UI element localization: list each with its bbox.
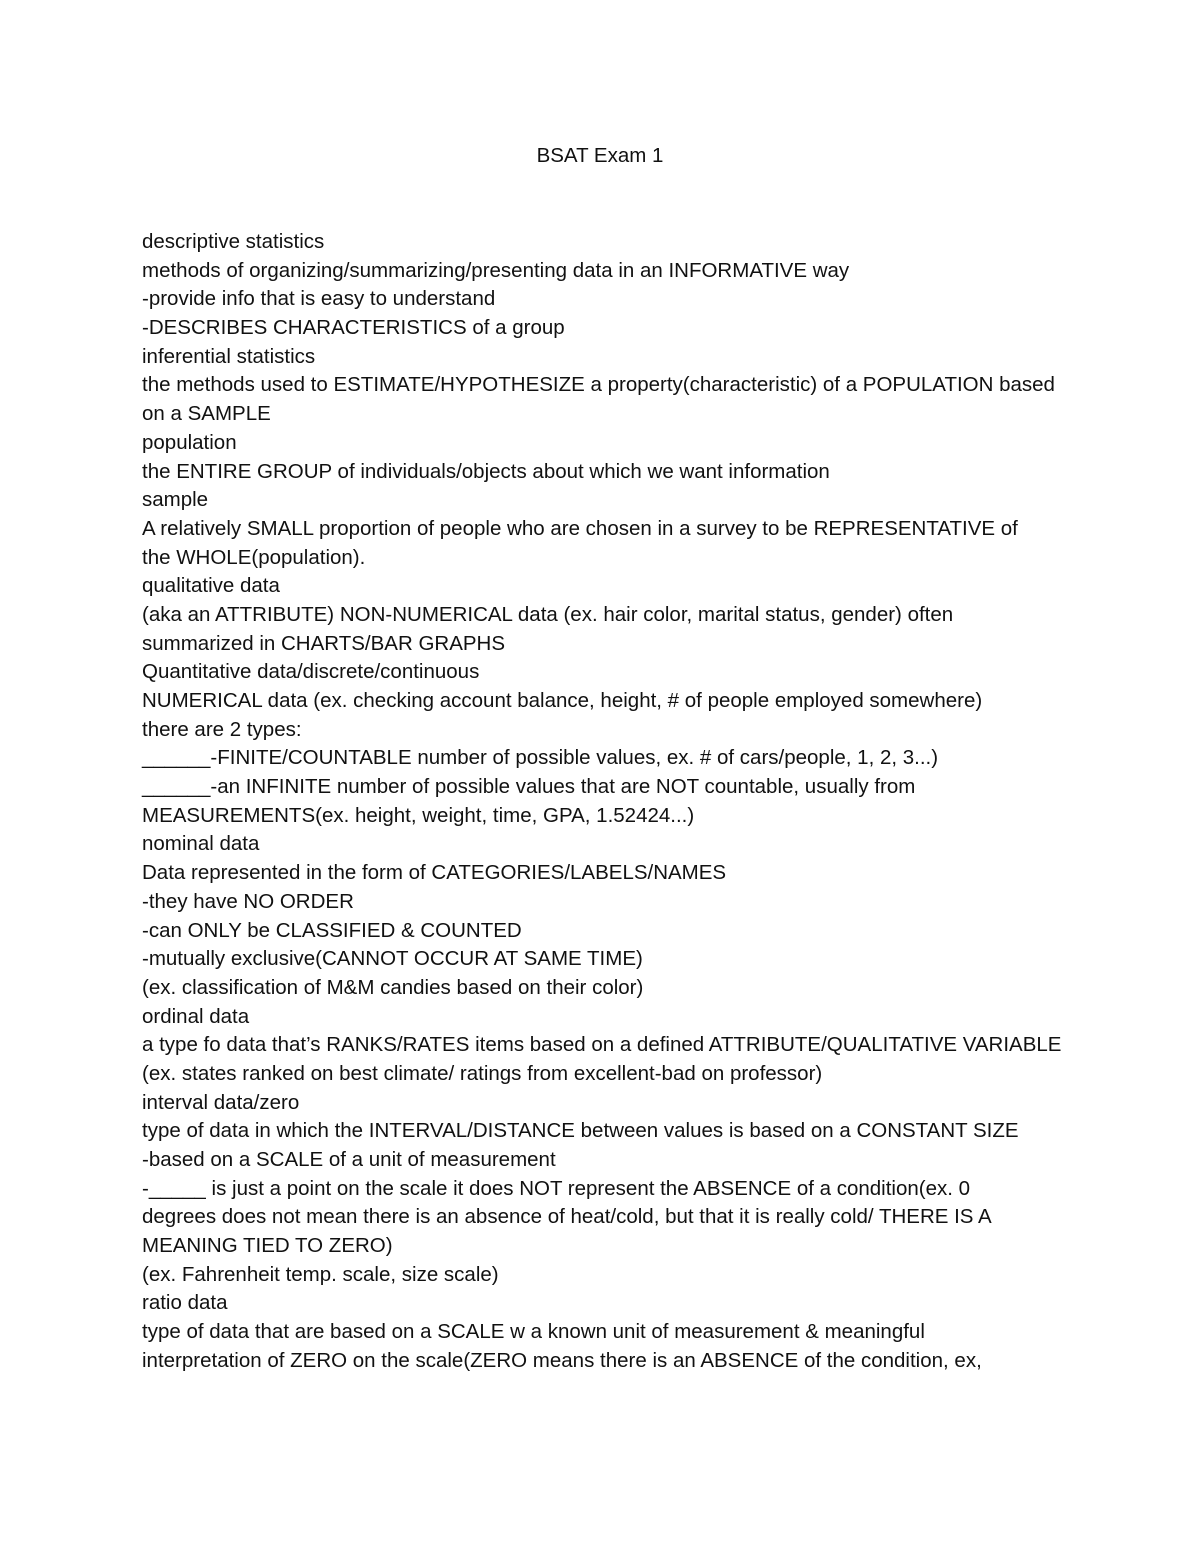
- text-line: MEASUREMENTS(ex. height, weight, time, GPA, 1.52424...): [142, 803, 695, 827]
- text-line: MEANING TIED TO ZERO): [142, 1234, 393, 1258]
- text-line: ______-an INFINITE number of possible values that are NOT countable, usually from: [142, 775, 916, 799]
- text-line: on a SAMPLE: [142, 402, 271, 426]
- text-line: the methods used to ESTIMATE/HYPOTHESIZE a property(characteristic) of a POPULATION based: [142, 373, 1055, 397]
- text-line: population: [142, 430, 237, 454]
- text-line: -DESCRIBES CHARACTERISTICS of a group: [142, 316, 565, 340]
- text-line: -_____ is just a point on the scale it does NOT represent the ABSENCE of a condition(ex. 0: [142, 1176, 971, 1200]
- text-line: (ex. states ranked on best climate/ ratings from excellent-bad on professor): [142, 1061, 823, 1085]
- text-line: descriptive statistics: [142, 230, 325, 253]
- text-line: the WHOLE(population).: [142, 545, 366, 569]
- text-line: (ex. classification of M&M candies based on their color): [142, 975, 644, 999]
- text-line: interval data/zero: [142, 1090, 300, 1114]
- text-line: there are 2 types:: [142, 717, 302, 741]
- text-line: summarized in CHARTS/BAR GRAPHS: [142, 631, 506, 655]
- text-line: type of data in which the INTERVAL/DISTANCE between values is based on a CONSTANT SIZE: [142, 1119, 1019, 1143]
- document-title: BSAT Exam 1: [536, 144, 664, 167]
- text-line: (aka an ATTRIBUTE) NON-NUMERICAL data (ex. hair color, marital status, gender) often: [142, 602, 954, 626]
- text-line: sample: [142, 488, 209, 512]
- notes-body: [142, 228, 1067, 1376]
- text-line: type of data that are based on a SCALE w a known unit of measurement & meaningful: [142, 1320, 925, 1344]
- text-line: -mutually exclusive(CANNOT OCCUR AT SAME TIME): [142, 947, 643, 971]
- text-line: ratio data: [142, 1291, 228, 1315]
- text-line: the ENTIRE GROUP of individuals/objects about which we want information: [142, 459, 830, 483]
- text-line: -based on a SCALE of a unit of measurement: [142, 1148, 556, 1171]
- text-line: inferential statistics: [142, 344, 316, 368]
- text-line: (ex. Fahrenheit temp. scale, size scale): [142, 1262, 499, 1286]
- text-line: -can ONLY be CLASSIFIED & COUNTED: [142, 918, 522, 942]
- text-line: A relatively SMALL proportion of people who are chosen in a survey to be REPRESENTATIVE of: [142, 516, 1018, 540]
- text-line: interpretation of ZERO on the scale(ZERO means there is an ABSENCE of the condition, ex,: [142, 1348, 982, 1372]
- text-line: degrees does not mean there is an absence of heat/cold, but that it is really cold/ THERE IS A: [142, 1205, 992, 1229]
- text-line: methods of organizing/summarizing/presenting data in an INFORMATIVE way: [142, 258, 850, 282]
- text-line: Quantitative data/discrete/continuous: [142, 660, 480, 684]
- text-line: ______-FINITE/COUNTABLE number of possible values, ex. # of cars/people, 1, 2, 3...): [142, 746, 939, 770]
- text-line: ordinal data: [142, 1004, 250, 1028]
- text-line: NUMERICAL data (ex. checking account balance, height, # of people employed somewhere): [142, 689, 983, 712]
- text-line: a type fo data that’s RANKS/RATES items based on a defined ATTRIBUTE/QUALITATIVE VARIABLE: [142, 1033, 1062, 1057]
- text-line: -they have NO ORDER: [142, 889, 354, 913]
- text-line: Data represented in the form of CATEGORIES/LABELS/NAMES: [142, 861, 727, 885]
- text-line: -provide info that is easy to understand: [142, 287, 496, 311]
- text-line: qualitative data: [142, 574, 280, 598]
- text-line: nominal data: [142, 832, 260, 856]
